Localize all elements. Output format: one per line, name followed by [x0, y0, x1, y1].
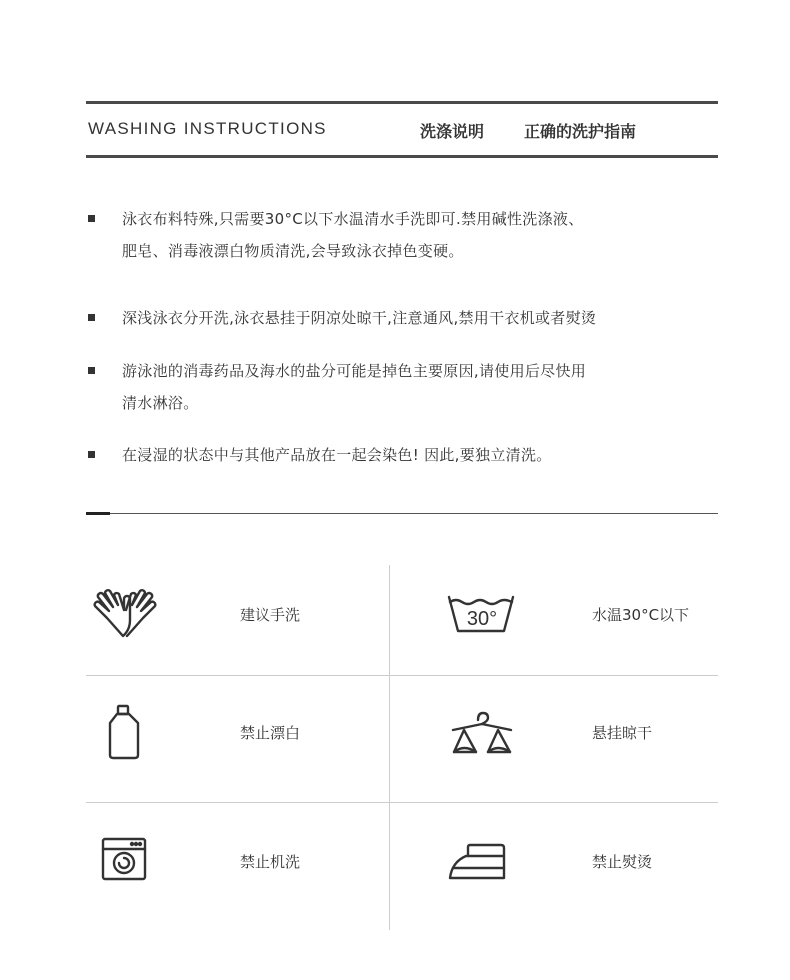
header-title-en: WASHING INSTRUCTIONS — [88, 119, 327, 138]
grid-vertical-divider — [389, 565, 390, 930]
grid-row-divider — [86, 675, 718, 676]
bullet-icon — [88, 314, 95, 321]
care-label: 悬挂晾干 — [592, 724, 653, 742]
instruction-item — [122, 203, 722, 267]
washing-machine-icon — [100, 836, 148, 882]
section-divider-accent — [86, 512, 110, 515]
bullet-icon — [88, 215, 95, 222]
header-top-rule — [86, 101, 718, 104]
water-temperature-icon — [446, 594, 516, 634]
instruction-line: 深浅泳衣分开洗,泳衣悬挂于阴凉处晾干,注意通风,禁用干衣机或者熨烫 — [122, 309, 597, 327]
instruction-line: 在浸湿的状态中与其他产品放在一起会染色! 因此,要独立清洗。 — [122, 446, 552, 464]
header-title-zh: 洗涤说明 — [420, 122, 485, 141]
bullet-icon — [88, 367, 95, 374]
care-label: 禁止熨烫 — [592, 853, 653, 871]
instruction-line: 游泳池的消毒药品及海水的盐分可能是掉色主要原因,请使用后尽快用 — [122, 362, 587, 380]
iron-icon — [446, 842, 508, 882]
care-label: 水温30°C以下 — [592, 606, 690, 624]
care-label: 建议手洗 — [240, 606, 301, 624]
instruction-item — [122, 439, 722, 471]
hand-wash-icon — [84, 586, 166, 642]
bleach-bottle-icon — [105, 703, 143, 761]
instruction-item — [122, 302, 722, 334]
header-bottom-rule — [86, 155, 718, 158]
section-divider — [86, 513, 718, 514]
bullet-icon — [88, 451, 95, 458]
hanger-icon — [450, 710, 514, 756]
water-temperature-value: 30° — [466, 608, 498, 630]
grid-row-divider — [86, 802, 718, 803]
instruction-line: 清水淋浴。 — [122, 394, 199, 412]
care-label: 禁止机洗 — [240, 853, 301, 871]
instruction-line: 泳衣布料特殊,只需要30°C以下水温清水手洗即可.禁用碱性洗涤液、 — [122, 210, 584, 228]
header-subtitle-zh: 正确的洗护指南 — [524, 122, 637, 141]
care-label: 禁止漂白 — [240, 724, 301, 742]
instruction-item — [122, 355, 722, 419]
instruction-line: 肥皂、消毒液漂白物质清洗,会导致泳衣掉色变硬。 — [122, 242, 464, 260]
